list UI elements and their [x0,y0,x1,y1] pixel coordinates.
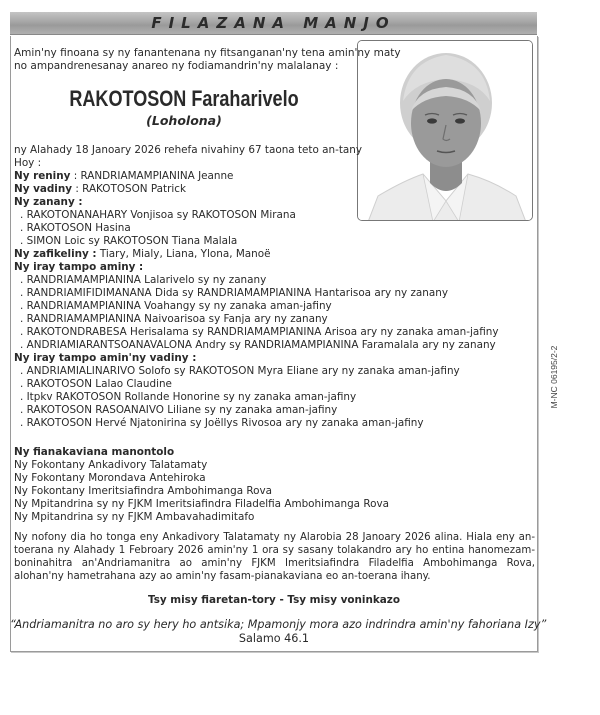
list-item: Ny Mpitandrina sy ny FJKM Ambavahadimitafo [14,511,255,523]
hoy-line: Hoy : [14,157,42,169]
list-item: Ny Mpitandrina sy ny FJKM Imeritsiafindra Filadelfia Ambohimanga Rova [14,498,389,510]
list-item: . RANDRIAMAMPIANINA Naivoarisoa sy Fanja ary ny zanany [20,313,328,325]
list-item: . RAKOTONDRABESA Herisalama sy RANDRIAMAMPIANINA Arisoa ary ny zanaka aman-jafiny [20,326,499,338]
vadiny-value: : RAKOTOSON Patrick [72,183,186,195]
vadiny-label: Ny vadiny [14,183,73,195]
zanany-label: Ny zanany : [14,196,83,208]
list-item: . ANDRIAMIARANTSOANAVALONA Andry sy RANDRIAMAMPIANINA Faramalala ary ny zanany [20,339,496,351]
reniny-value: : RANDRIAMAMPIANINA Jeanne [70,170,234,182]
zafikeliny-line [14,248,474,261]
list-item: . RAKOTONANAHARY Vonjisoa sy RAKOTOSON Mirana [20,209,296,221]
fianakaviana-label: Ny fianakaviana manontolo [14,446,175,458]
list-item: . RAKOTOSON RASOANAIVO Liliane sy ny zanaka aman-jafiny [20,404,338,416]
notice-line: Tsy misy fiaretan-tory - Tsy misy voninkazo [148,594,400,606]
funeral-paragraph: Ny nofony dia ho tonga eny Ankadivory Talatamaty ny Alarobia 28 Janoary 2026 alina. Hiala eny an-toerana ny Alahady 1 Febroary 2026 amin'ny 1 ora sy sasany tolakandro ary ho entina hanomezam-boninahitra an'Andriamanitra ao amin'ny FJKM Imeritsiafindra Filadelfia Ambohimanga Rova, alohan'ny hametrahana azy ao amin'ny fasam-pianakaviana eo an-toerana ihany. [14,532,535,582]
intro-line-2: no ampandrenesanay anareo ny fodiamandrin'ny malalanay : [14,60,339,72]
list-item: . RANDRIAMAMPIANINA Voahangy sy ny zanaka aman-jafiny [20,300,332,312]
list-item: . RANDRIAMIFIDIMANANA Dida sy RANDRIAMAMPIANINA Hantarisoa ary ny zanany [20,287,448,299]
extended-family-list [14,446,389,524]
deceased-name: RAKOTOSON Faraharivelo [69,86,299,111]
list-item: . RAKOTOSON Lalao Claudine [20,378,172,390]
list-item: . SIMON Loic sy RAKOTOSON Tiana Malala [20,235,238,247]
reniny-line [14,170,474,183]
list-item: . RANDRIAMAMPIANINA Lalarivelo sy ny zanany [20,274,267,286]
family-list [14,144,499,430]
list-item: Ny Fokontany Ankadivory Talatamaty [14,459,208,471]
list-item: . Itpkv RAKOTOSON Rollande Honorine sy ny zanaka aman-jafiny [20,391,357,403]
zafikeliny-label: Ny zafikeliny : [14,248,97,260]
verse-reference: Salamo 46.1 [238,632,310,645]
header-bar [10,12,537,35]
list-item: . RAKOTOSON Hervé Njatonirina sy Joëllys Rivosoa ary ny zanaka aman-jafiny [20,417,424,429]
zafikeliny-value: Tiary, Mialy, Liana, Ylona, Manoë [96,248,271,260]
list-item: Ny Fokontany Imeritsiafindra Ambohimanga Rova [14,485,273,497]
vadiny-line [14,183,474,196]
verse-quote: “Andriamanitra no aro sy hery ho antsika; Mpamonjy mora azo indrindra amin'ny fahoriana Izy” [10,618,547,631]
ad-code: M-NC 06195/2-2 [549,345,559,409]
list-item: . ANDRIAMIALINARIVO Solofo sy RAKOTOSON Myra Eliane ary ny zanaka aman-jafiny [20,365,460,377]
intro-text [14,47,401,73]
deceased-nickname: (Loholona) [146,113,222,128]
iray-tampo-vadiny-label: Ny iray tampo amin'ny vadiny : [14,352,197,364]
iray-tampo-aminy-label: Ny iray tampo aminy : [14,261,144,273]
death-line: ny Alahady 18 Janoary 2026 rehefa nivahiny 67 taona teto an-tany [14,144,363,156]
list-item: Ny Fokontany Morondava Antehiroka [14,472,206,484]
reniny-label: Ny reniny [14,170,71,182]
list-item: . RAKOTOSON Hasina [20,222,131,234]
header-title: FILAZANA MANJO [151,14,396,32]
intro-line-1: Amin'ny finoana sy ny fanantenana ny fitsanganan'ny tena amin'ny maty [14,47,401,59]
